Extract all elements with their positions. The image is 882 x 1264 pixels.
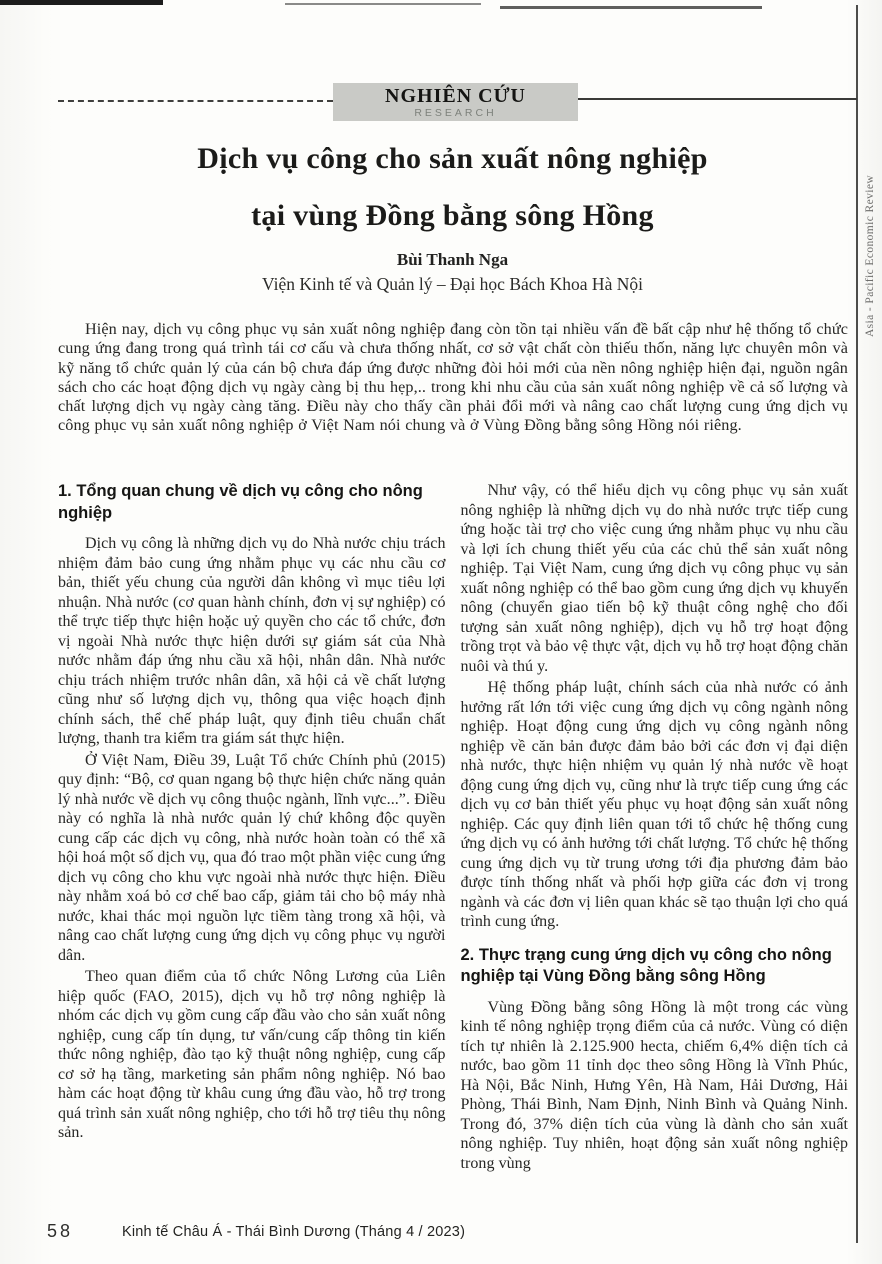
right-column (461, 481, 849, 1175)
badge-subtitle: RESEARCH (414, 107, 497, 119)
footer-journal-title: Kinh tế Châu Á - Thái Bình Dương (Tháng 4 / 2023) (122, 1224, 466, 1240)
badge-title: NGHIÊN CỨU (385, 85, 526, 107)
author-name: Bùi Thanh Nga (396, 250, 509, 269)
article-title-line2: tại vùng Đồng bằng sông Hồng (251, 199, 654, 232)
research-badge (333, 83, 578, 121)
section2-heading: 2. Thực trạng cung ứng dịch vụ công cho nông nghiệp tại Vùng Đồng bằng sông Hồng (460, 945, 832, 985)
right-column-paragraph-2: Hệ thống pháp luật, chính sách của nhà nước có ảnh hưởng rất lớn tới việc cung ứng dịch vụ công ngành nông nghiệp. Hoạt động cung ứng dịch vụ công ngành nông nghiệp về căn bản được đảm bảo bởi các đơn vị đại diện nhà nước, thực hiện nhiệm vụ quản lý nhà nước về hoạt động cung ứng dịch vụ, cũng như là trực tiếp cung ứng các dịch vụ cơ bản thiết yếu phục vụ hoạt động sản xuất nông nghiệp. Các quy định liên quan tới tổ chức hệ thống cung ứng dịch vụ có ảnh hưởng tới chất lượng. Tổ chức hệ thống cung ứng dịch vụ từ trung ương tới địa phương đảm bảo được tính thống nhất và phối hợp giữa các đơn vị trong ngành và các đơn vị liên quan khác sẽ tạo thuận lợi cho quá trình cung ứng. (460, 679, 848, 930)
author-affiliation: Viện Kinh tế và Quản lý – Đại học Bách Khoa Hà Nội (262, 274, 643, 294)
section1-paragraph-3: Theo quan điểm của tổ chức Nông Lương của Liên hiệp quốc (FAO, 2015), dịch vụ hỗ trợ nông nghiệp là nhóm các dịch vụ gồm cung cấp đầu vào cho sản xuất nông nghiệp, cung cấp tín dụng, tư vấn/cung cấp thông tin kiến thức nông nghiệp, đào tạo kỹ thuật nông nghiệp, cung cấp cơ sở hạ tầng, marketing sản phẩm nông nghiệp. Nó bao hàm các hoạt động từ khâu cung ứng đầu vào, hỗ trợ trong quá trình sản xuất nông nghiệp, cho tới hỗ trợ tiêu thụ nông sản. (58, 968, 446, 1141)
section1-paragraph-2: Ở Việt Nam, Điều 39, Luật Tổ chức Chính phủ (2015) quy định: “Bộ, cơ quan ngang bộ thực hiện chức năng quản lý nhà nước về dịch vụ công thuộc ngành, lĩnh vực...”. Điều này có nghĩa là nhà nước quản lý chứ không độc quyền cung cấp các dịch vụ công, nhà nước hoàn toàn có thể xã hội hoá một số dịch vụ, qua đó trao một phần việc cung ứng dịch vụ công cho khu vực ngoài nhà nước thực hiện. Điều này nhằm xoá bỏ cơ chế bao cấp, giảm tải cho bộ máy nhà nước, khai thác mọi nguồn lực tiềm tàng trong xã hội, và nâng cao chất lượng cung ứng dịch vụ công phục vụ người dân. (58, 751, 446, 964)
section1-heading: 1. Tổng quan chung về dịch vụ công cho nông nghiệp (58, 482, 423, 522)
article-title (57, 130, 848, 244)
section1-paragraph-1: Dịch vụ công là những dịch vụ do Nhà nước chịu trách nhiệm đảm bảo cung ứng nhằm phục vụ các nhu cầu cơ bản, thiết yếu chung của người dân không vì mục tiêu lợi nhuận. Nhà nước (cơ quan hành chính, đơn vị sự nghiệp) có thể trực tiếp thực hiện hoặc uỷ quyền cho các tổ chức, đơn vị ngoài Nhà nước thực hiện dưới sự giám sát của Nhà nước nhằm đáp ứng nhu cầu xã hội, nhân dân. Nhà nước chịu trách nhiệm trước nhân dân, xã hội cả về chất lượng cũng như số lượng dịch vụ, thông qua việc hoạch định chính sách, thể chế pháp luật, quy định tiêu chuẩn chất lượng, thanh tra kiểm tra giám sát thực hiện. (58, 535, 446, 747)
scan-artifact-top-left (0, 0, 163, 5)
section2-paragraph-1: Vùng Đồng bằng sông Hồng là một trong các vùng kinh tế nông nghiệp trọng điểm của cả nước. Vùng có diện tích tự nhiên là 2.125.900 hecta, chiếm 6,4% diện tích cả nước, bao gồm 11 tỉnh dọc theo sông Hồng là Vĩnh Phúc, Hà Nội, Bắc Ninh, Hưng Yên, Hà Nam, Hải Dương, Hải Phòng, Thái Bình, Nam Định, Ninh Bình và Quảng Ninh. Trong đó, 37% diện tích của vùng là dành cho sản xuất nông nghiệp. Tuy nhiên, hoạt động sản xuất nông nghiệp trong vùng (460, 998, 848, 1172)
scan-artifact-top-middle (285, 3, 481, 5)
article-title-line1: Dịch vụ công cho sản xuất nông nghiệp (197, 142, 708, 175)
abstract-paragraph: Hiện nay, dịch vụ công phục vụ sản xuất nông nghiệp đang còn tồn tại nhiều vấn đề bất cập như hệ thống tổ chức cung ứng đang trong quá trình tái cơ cấu và chưa thống nhất, cơ sở vật chất còn thiếu thốn, năng lực chuyên môn và kỹ năng tổ chức quản lý của cán bộ chưa đáp ứng được những đòi hỏi mới của nền nông nghiệp hiện đại, nguồn ngân sách cho các hoạt động dịch vụ ngày càng bị thu hẹp,.. trong khi nhu cầu của sản xuất nông nghiệp về cả số lượng và chất lượng dịch vụ ngày càng tăng. Điều này cho thấy cần phải đổi mới và nâng cao chất lượng cung ứng dịch vụ công phục vụ sản xuất nông nghiệp ở Việt Nam nói chung và ở Vùng Đồng bằng sông Hồng nói riêng. (58, 320, 848, 435)
header-rule-left (58, 100, 333, 102)
scan-artifact-top-right (500, 6, 762, 9)
right-column-paragraph-1: Như vậy, có thể hiểu dịch vụ công phục vụ sản xuất nông nghiệp là những dịch vụ do nhà nước trực tiếp cung ứng hoặc tài trợ cho việc cung ứng nhằm phục vụ nhu cầu và lợi ích chung thiết yếu của các chủ thể sản xuất nông nghiệp. Tại Việt Nam, cung ứng dịch vụ công phục vụ sản xuất nông nghiệp có thể bao gồm cung ứng dịch vụ khuyến nông (chuyển giao tiến bộ kỹ thuật công nghệ cho đối tượng sản xuất nông nghiệp), dịch vụ hỗ trợ hoạt động trồng trọt và bảo vệ thực vật, dịch vụ hỗ trợ hoạt động chăn nuôi và thú y. (460, 482, 848, 675)
article-body (58, 481, 848, 1175)
page-right-border-line (856, 5, 858, 1243)
side-vertical-journal-label: Asia - Pacific Economic Review (864, 174, 876, 338)
header-rule-right (578, 98, 857, 100)
footer-page-number: 58 (47, 1221, 74, 1241)
left-column (58, 481, 446, 1175)
